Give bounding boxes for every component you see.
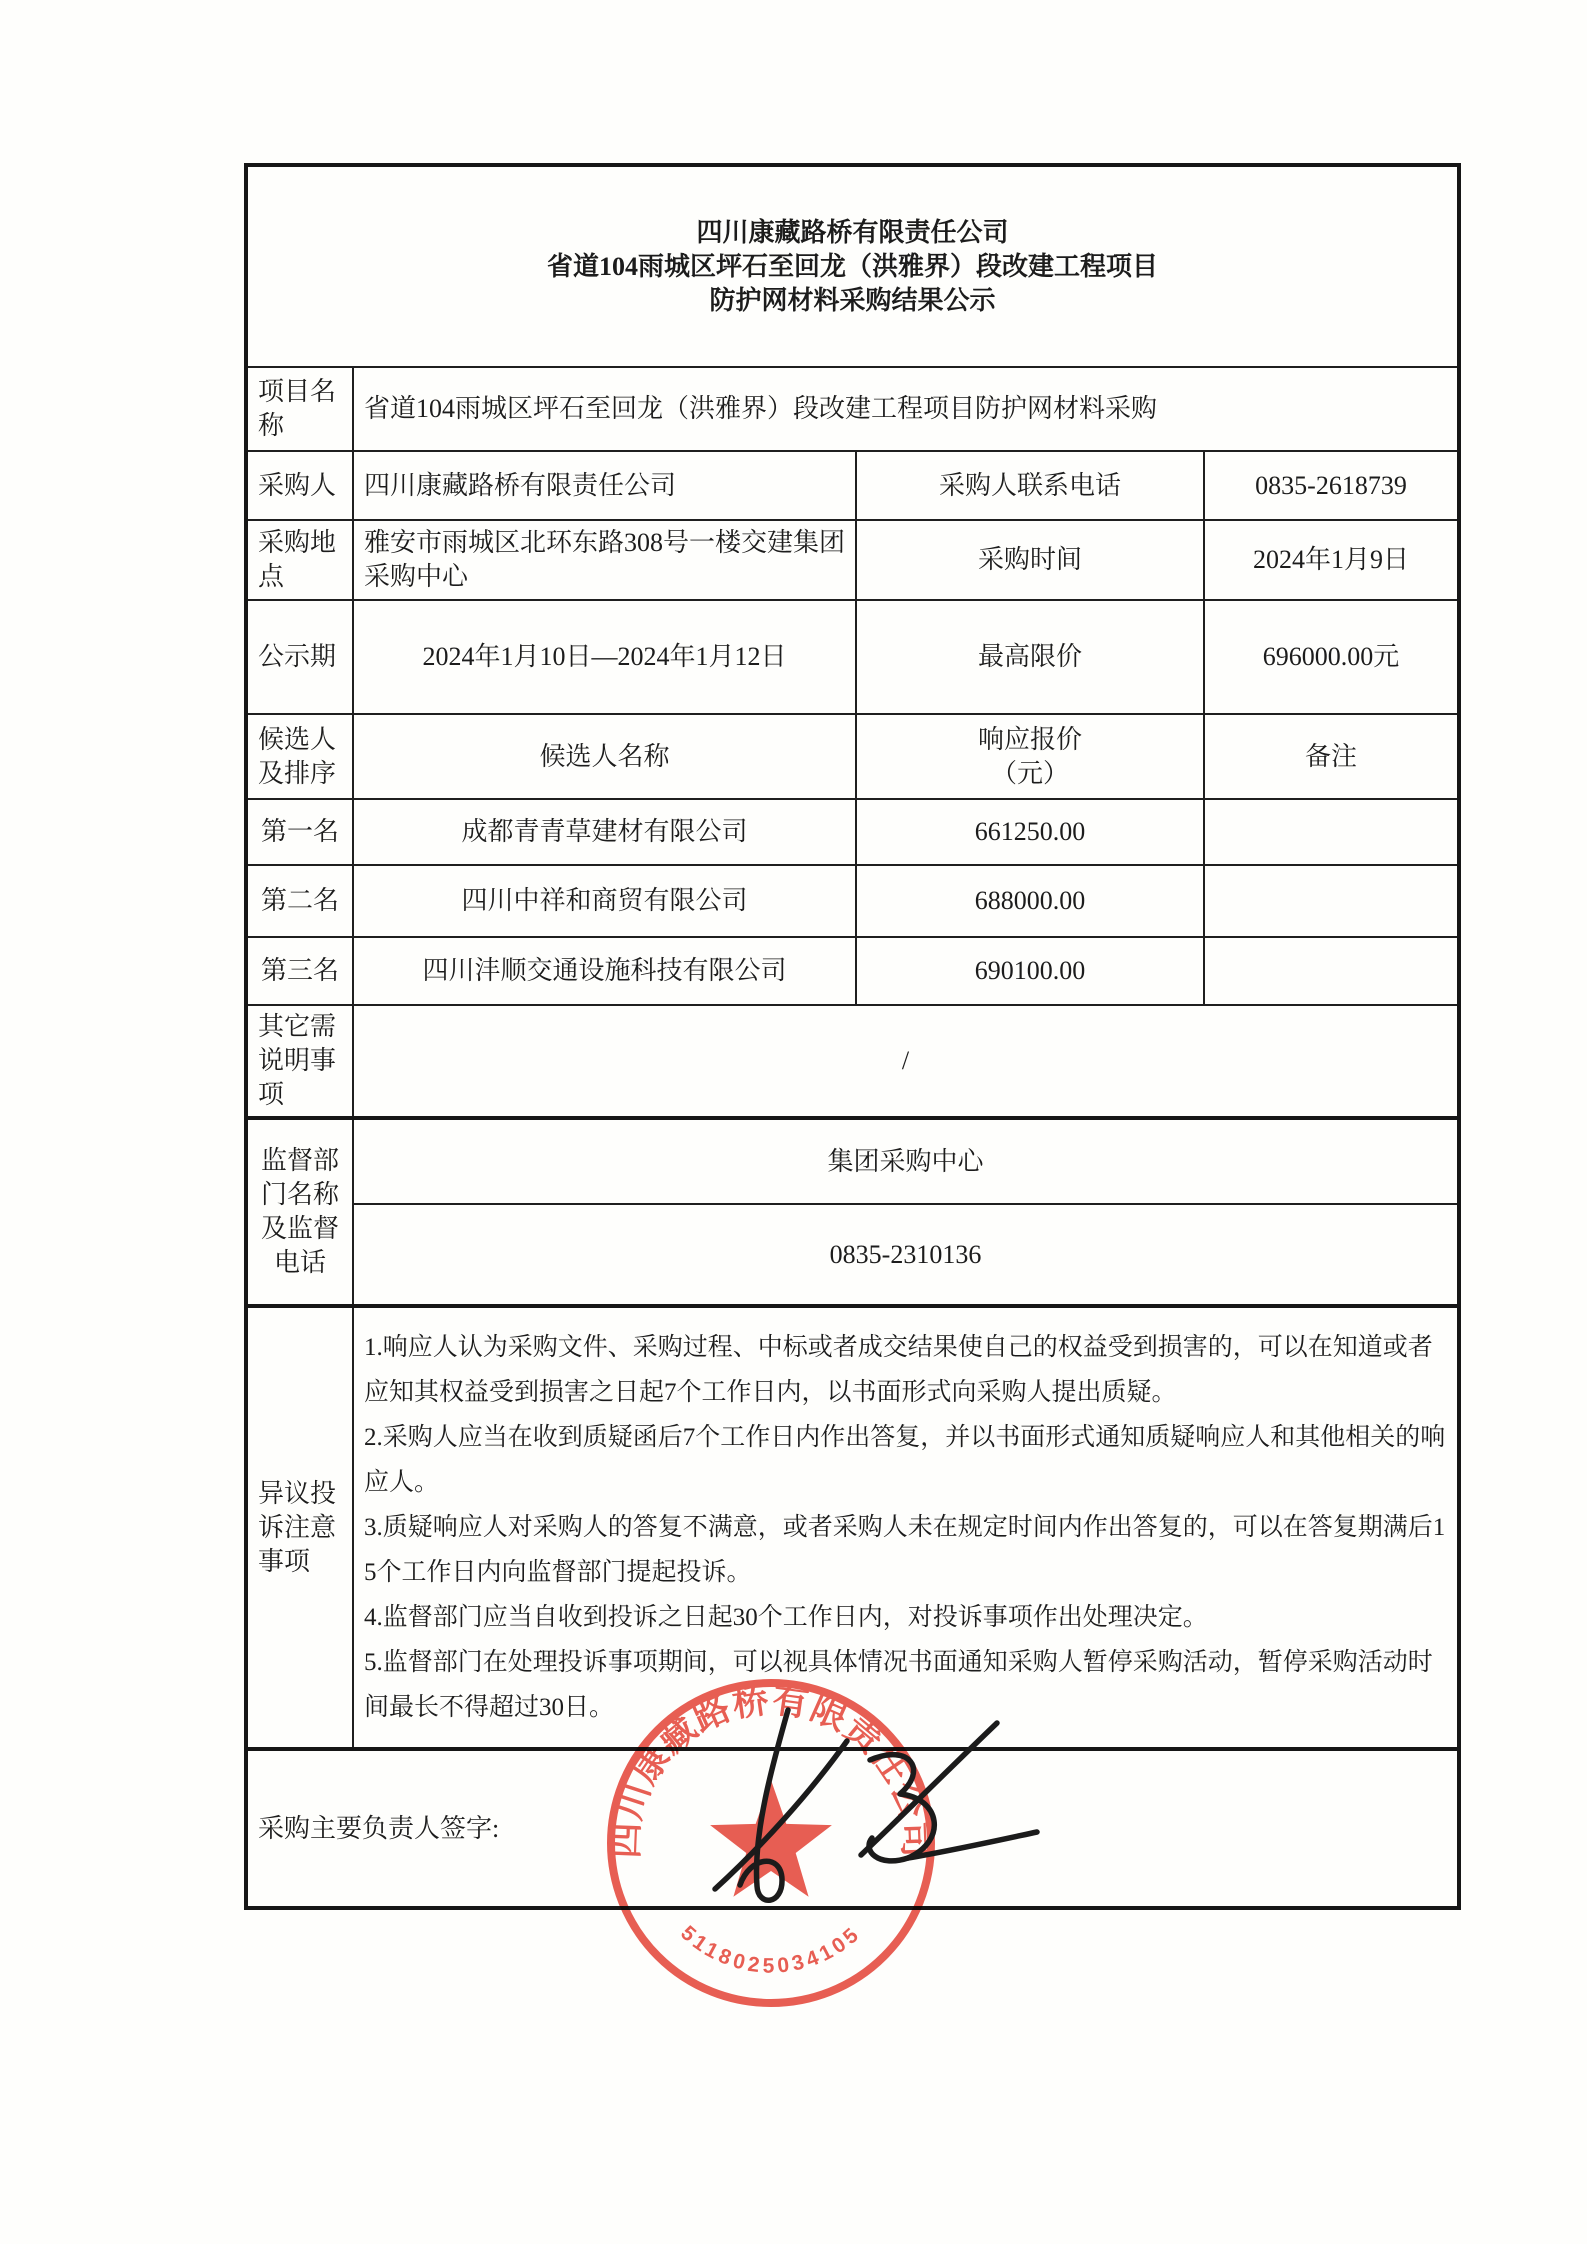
location-value: 雅安市雨城区北环东路308号一楼交建集团采购中心 [353, 520, 856, 600]
candidate-1-price: 661250.00 [856, 799, 1204, 865]
objection-clause-1: 1.响应人认为采购文件、采购过程、中标或者成交结果使自己的权益受到损害的，可以在知道或者应知其权益受到损害之日起7个工作日内，以书面形式向采购人提出质疑。 [364, 1334, 1433, 1406]
candidate-1-rank: 第一名 [246, 799, 353, 865]
purchaser-phone-label: 采购人联系电话 [856, 451, 1204, 520]
objection-clause-2: 2.采购人应当在收到质疑函后7个工作日内作出答复，并以书面形式通知质疑响应人和其他相关的响应人。 [364, 1424, 1446, 1496]
objection-clause-5: 5.监督部门在处理投诉事项期间，可以视具体情况书面通知采购人暂停采购活动，暂停采购活动时间最长不得超过30日。 [364, 1649, 1433, 1721]
candidate-1-name: 成都青青草建材有限公司 [353, 799, 856, 865]
project-name-label: 项目名称 [246, 367, 353, 451]
candidate-row-1 [246, 799, 1459, 865]
seal-company-text: 四川康藏路桥有限责任公司 [605, 1679, 937, 1860]
supervision-phone-row [246, 1204, 1459, 1306]
candidate-3-remark [1204, 937, 1459, 1005]
objection-clause-4: 4.监督部门应当自收到投诉之日起30个工作日内，对投诉事项作出处理决定。 [364, 1604, 1208, 1631]
objection-label: 异议投诉注意事项 [246, 1306, 353, 1749]
price-header-line2: （元） [990, 758, 1069, 788]
procurement-result-table [244, 163, 1461, 1910]
supervision-dept-row [246, 1118, 1459, 1204]
candidate-1-remark [1204, 799, 1459, 865]
other-notes-row [246, 1005, 1459, 1118]
supervision-label: 监督部门名称及监督电话 [246, 1118, 353, 1306]
purchaser-phone-value: 0835-2618739 [1204, 451, 1459, 520]
document-title [246, 165, 1459, 367]
candidate-3-rank: 第三名 [246, 937, 353, 1005]
title-line-2: 省道104雨城区坪石至回龙（洪雅界）段改建工程项目 [547, 251, 1159, 281]
candidate-name-header: 候选人名称 [353, 714, 856, 799]
purchase-time-label: 采购时间 [856, 520, 1204, 600]
supervision-dept-value: 集团采购中心 [353, 1118, 1459, 1204]
svg-text:5118025034105 [676, 1921, 866, 1977]
title-line-3: 防护网材料采购结果公示 [709, 285, 996, 315]
objection-clauses [353, 1306, 1459, 1749]
supervision-phone-value: 0835-2310136 [353, 1204, 1459, 1306]
candidate-3-price: 690100.00 [856, 937, 1204, 1005]
location-row [246, 520, 1459, 600]
candidate-2-name: 四川中祥和商贸有限公司 [353, 865, 856, 937]
candidate-remark-header: 备注 [1204, 714, 1459, 799]
max-price-value: 696000.00元 [1204, 600, 1459, 714]
candidate-rank-header: 候选人及排序 [246, 714, 353, 799]
other-notes-label: 其它需说明事项 [246, 1005, 353, 1118]
candidate-row-3 [246, 937, 1459, 1005]
title-row [246, 165, 1459, 367]
project-name-row [246, 367, 1459, 451]
other-notes-value: / [353, 1005, 1459, 1118]
candidate-2-price: 688000.00 [856, 865, 1204, 937]
purchase-time-value: 2024年1月9日 [1204, 520, 1459, 600]
signature-label: 采购主要负责人签字: [246, 1749, 1459, 1908]
candidate-2-remark [1204, 865, 1459, 937]
max-price-label: 最高限价 [856, 600, 1204, 714]
publicity-period-row [246, 600, 1459, 714]
location-label: 采购地点 [246, 520, 353, 600]
candidate-3-name: 四川沣顺交通设施科技有限公司 [353, 937, 856, 1005]
title-line-1: 四川康藏路桥有限责任公司 [696, 217, 1009, 247]
candidates-header-row [246, 714, 1459, 799]
candidate-row-2 [246, 865, 1459, 937]
candidate-2-rank: 第二名 [246, 865, 353, 937]
objection-clause-3: 3.质疑响应人对采购人的答复不满意，或者采购人未在规定时间内作出答复的，可以在答复期满后15个工作日内向监督部门提起投诉。 [364, 1514, 1446, 1586]
seal-serial-text: 5118025034105 [676, 1921, 866, 1978]
purchaser-value: 四川康藏路桥有限责任公司 [353, 451, 856, 520]
purchaser-label: 采购人 [246, 451, 353, 520]
project-name-value: 省道104雨城区坪石至回龙（洪雅界）段改建工程项目防护网材料采购 [353, 367, 1459, 451]
objection-notes-row [246, 1306, 1459, 1749]
publicity-period-value: 2024年1月10日—2024年1月12日 [353, 600, 856, 714]
candidate-price-header [856, 714, 1204, 799]
publicity-period-label: 公示期 [246, 600, 353, 714]
purchaser-row [246, 451, 1459, 520]
price-header-line1: 响应报价 [977, 724, 1082, 754]
signature-row [246, 1749, 1459, 1908]
